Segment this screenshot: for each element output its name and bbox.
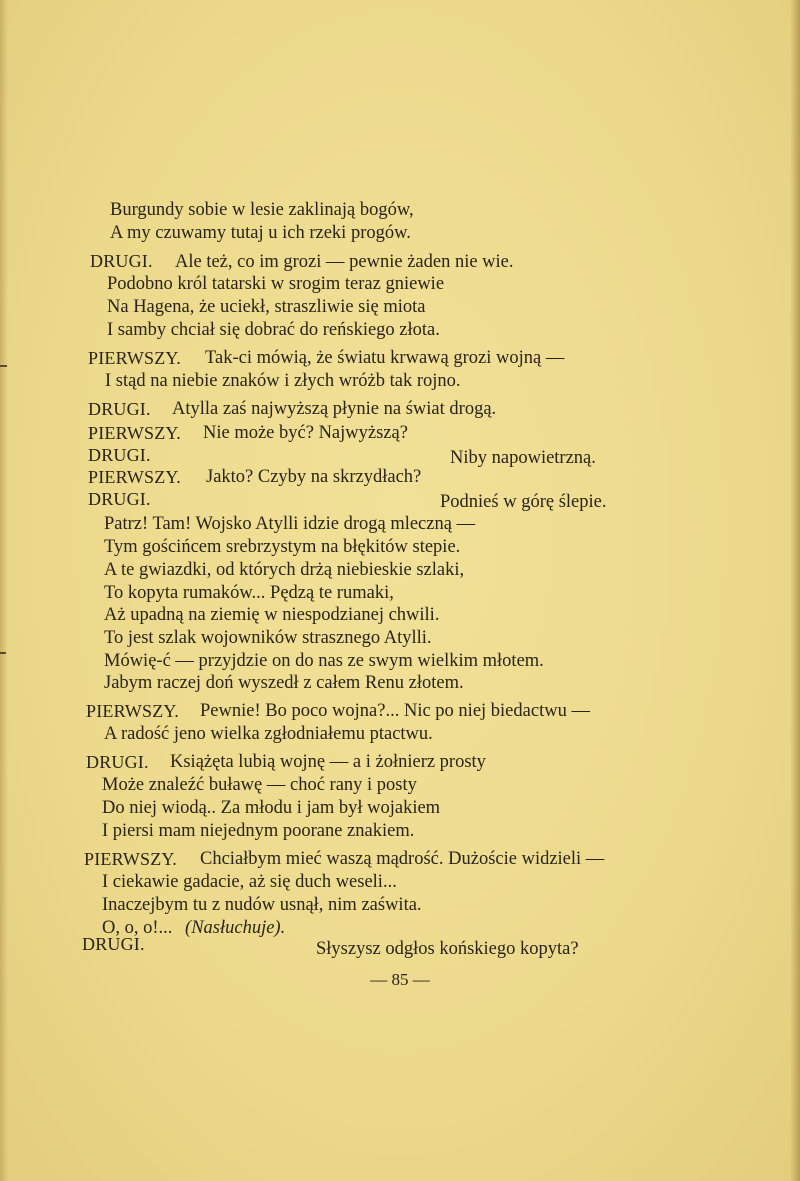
verse-line: I piersi mam niejednym poorane znakiem. [102,821,415,841]
verse-line: I samby chciał się dobrać do reńskiego złota. [107,320,440,340]
verse-line: Burgundy sobie w lesie zaklinają bogów, [110,200,414,220]
verse-line: Ale też, co im grozi — pewnie żaden nie wie. [175,252,514,272]
speaker-label: DRUGI. [82,934,145,954]
verse-line: Książęta lubią wojnę — a i żołnierz prosty [170,752,486,772]
verse-line: Podnieś w górę ślepie. [440,492,607,512]
verse-line: Patrz! Tam! Wojsko Atylli idzie drogą mleczną — [104,514,476,534]
verse-line: Tak-ci mówią, że światu krwawą grozi wojną — [205,348,565,368]
speaker-label: DRUGI. [88,399,151,419]
speaker-label: PIERWSZY. [88,423,181,443]
verse-line: Aż upadną na ziemię w niespodzianej chwili. [104,605,440,625]
speaker-label: PIERWSZY. [86,701,179,721]
verse-line: Pewnie! Bo poco wojna?... Nic po niej biedactwu — [200,701,590,721]
verse-line: Tym gościńcem srebrzystym na błękitów stepie. [104,537,461,557]
verse-text: O, o, o!... [102,918,173,938]
verse-line: Podobno król tatarski w srogim teraz gniewie [107,274,445,294]
verse-line: A te gwiazdki, od których drżą niebieskie szlaki, [104,560,465,580]
speaker-label: DRUGI. [86,752,149,772]
verse-line: Na Hagena, że uciekł, straszliwie się miota [107,297,426,317]
verse-line: A my czuwamy tutaj u ich rzeki progów. [110,223,411,243]
verse-line: I ciekawie gadacie, aż się duch weseli... [102,872,397,892]
verse-line: To jest szlak wojowników strasznego Atylli. [104,628,432,648]
page-edge-right [790,0,800,1181]
verse-line: Niby napowietrzną. [450,448,596,468]
speaker-label: DRUGI. [88,445,151,465]
verse-line: To kopyta rumaków... Pędzą te rumaki, [104,583,394,603]
verse-line: I stąd na niebie znaków i złych wróżb tak rojno. [105,371,461,391]
verse-line: Słyszysz odgłos końskiego kopyta? [316,939,579,959]
speaker-label: DRUGI. [90,251,153,271]
page-number: — 85 — [370,970,430,989]
verse-line: Nie może być? Najwyższą? [203,423,408,443]
verse-line: Jabym raczej doń wyszedł z całem Renu złotem. [104,673,464,693]
verse-line: Inaczejbym tu z nudów usnął, nim zaświta. [102,895,422,915]
verse-line: Atylla zaś najwyższą płynie na świat drogą. [172,399,497,419]
verse-line: Do niej wiodą.. Za młodu i jam był wojakiem [102,798,441,818]
page-edge-left [0,0,8,1181]
verse-line: A radość jeno wielka zgłodniałemu ptactwu. [104,724,433,744]
speaker-label: PIERWSZY. [88,467,181,487]
speaker-label: PIERWSZY. [84,849,177,869]
margin-mark [0,652,6,654]
verse-line: Mówię-ć — przyjdzie on do nas ze swym wielkim młotem. [104,651,544,671]
margin-mark [0,365,7,367]
verse-line: Chciałbym mieć waszą mądrość. Dużoście widzieli — [200,849,605,869]
stage-direction: (Nasłuchuje). [185,918,286,938]
speaker-label: DRUGI. [88,489,151,509]
verse-line: Może znaleźć buławę — choć rany i posty [102,775,417,795]
speaker-label: PIERWSZY. [88,348,181,368]
verse-line: Jakto? Czyby na skrzydłach? [206,467,422,487]
